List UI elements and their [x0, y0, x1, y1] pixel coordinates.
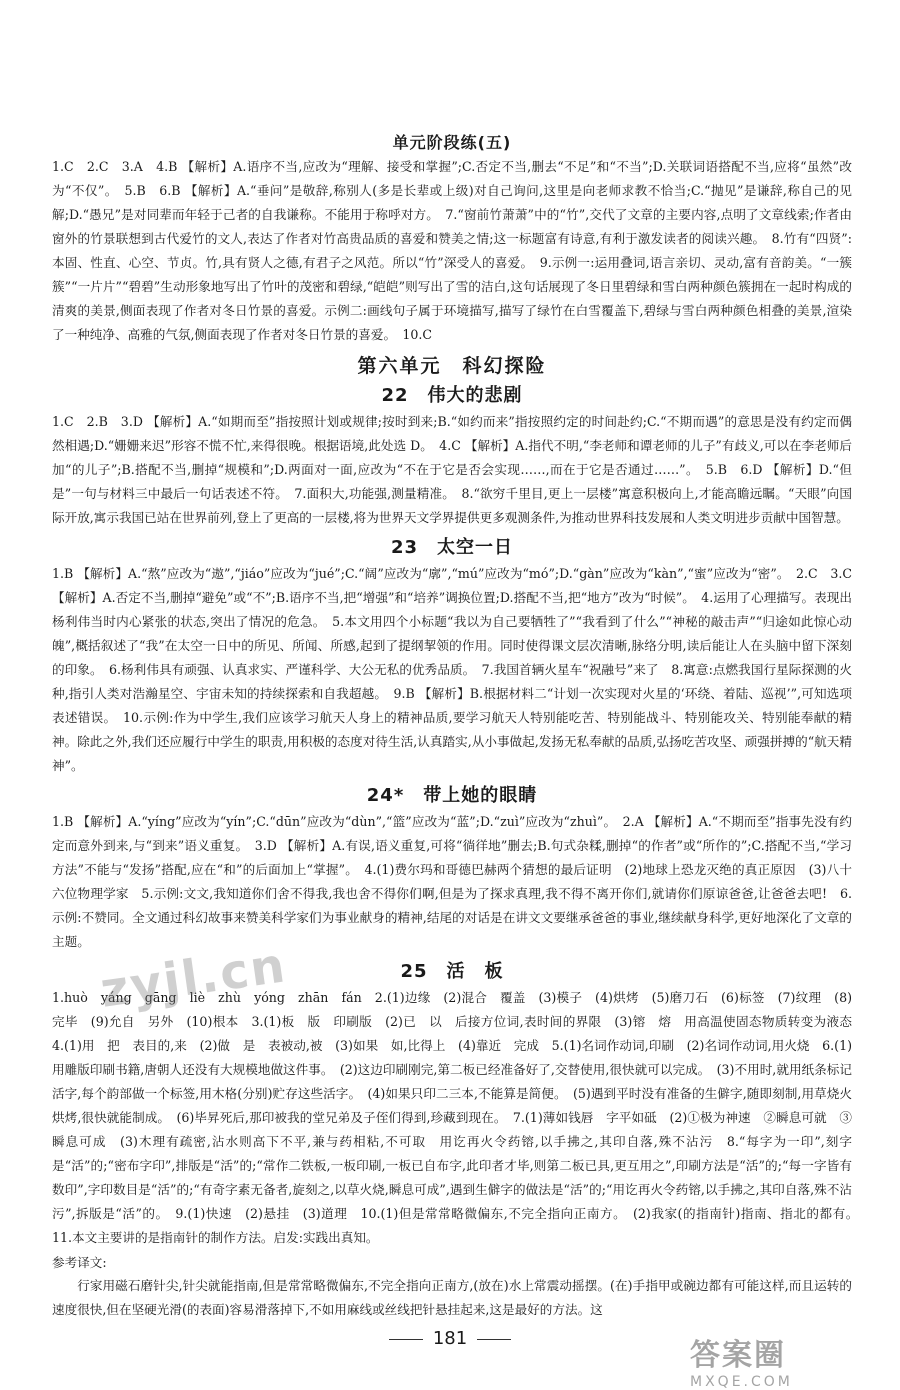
lesson-23-title: 23 太空一日 — [390, 537, 514, 558]
page-number-dash-left — [389, 1339, 423, 1340]
lesson-25-title: 25 活 板 — [400, 961, 504, 982]
page-number-dash-right — [477, 1339, 511, 1340]
watermark-logo-left: zyjl.cn — [97, 937, 290, 1019]
answers-lesson-23: 1.B 【解析】A.“熬”应改为“遨”,“jiáo”应改为“jué”;C.“阔”应改为“廓”,“mú”应改为“mó”;D.“gàn”应改为“kàn”,“蜜”应改为“密”。 2.C 3.C 【解析】A.否定不当,删掉“避免”或“不”;B.语序不当,把“增强”和“培养”调换位置;D.搭配不当,把“地方”改为“时候”。 4.运用了心理描写。表现出杨利伟当时内心紧张的状态,突出了情况的危急。 5.本文用四个小标题“我以为自己要牺牲了”“我看到了什么”“神秘的敲击声”“归途如此惊心动魄”,概括叙述了“我”在太空一日中的所见、所闻、所感,起到了提纲挈领的作用。同时使得课文层次清晰,脉络分明,读后能让人在头脑中留下深刻的印象。 6.杨利伟具有顽强、认真求实、严谨科学、大公无私的优秀品质。 7.我国首辆火星车“祝融号”来了 8.寓意:点燃我国行星际探测的火种,指引人类对浩瀚星空、宇宙未知的持续探索和自我超越。 9.B 【解析】B.根据材料二“计划一次实现对火星的‘环绕、着陆、巡视’”,可知选项表述错误。 10.示例:作为中学生,我们应该学习航天人身上的精神品质,要学习航天人特别能吃苦、特别能战斗、特别能攻关、特别能奉献的精神。除此之外,我们还应履行中学生的职责,用积极的态度对待生活,认真踏实,从小事做起,发扬无私奉献的品质,弘扬吃苦攻坚、顽强拼搏的“航天精神”。 — [52, 566, 852, 773]
reference-translation-label: 参考译文: — [52, 1255, 107, 1270]
section-title-unit-exercise-5: 单元阶段练(五) — [392, 133, 512, 152]
page-number-value: 181 — [432, 1328, 468, 1349]
answers-lesson-25: 1.huò yáng gāng liè zhù yóng zhān fán 2.(1)边缘 (2)混合 覆盖 (3)模子 (4)烘烤 (5)磨刀石 (6)标签 (7)纹理 (8)完毕 (9)允自 另外 (10)根本 3.(1)板 版 印刷版 (2)已 以 后接方位词,表时间的界限 (3)镕 熔 用高温使固态物质转变为液态 4.(1)用 把 表目的,来 (2)做 是 表被动,被 (3)如果 如,比得上 (4)靠近 完成 5.(1)名词作动词,印刷 (2)名词作动词,用火烧 6.(1)用雕版印刷书籍,唐朝人还没有大规模地做这件事。 (2)这边印刷刚完,第二板已经准备好了,交替使用,很快就可以完成。 (3)不用时,就用纸条标记活字,每个韵部做一个标签,用木格(分别)贮存这些活字。 (4)如果只印二三本,不能算是简便。 (5)遇到平时没有准备的生僻字,随即刻制,用草烧火烘烤,很快就能制成。 (6)毕昇死后,那印被我的堂兄弟及子侄们得到,珍藏到现在。 7.(1)薄如钱唇 字平如砥 (2)①极为神速 ②瞬息可就 ③瞬息可成 (3)木理有疏密,沾水则高下不平,兼与药相粘,不可取 用讫再火令药镕,以手拂之,其印自落,殊不沾污 8.“每字为一印”,刻字是“活”的;“密布字印”,排版是“活”的;“常作二铁板,一板印刷,一板已自布字,此印者才毕,则第二板已具,更互用之”,印刷方法是“活”的;“每一字皆有数印”,字印数目是“活”的;“有奇字素无备者,旋刻之,以草火烧,瞬息可成”,遇到生僻字的做法是“活”的;“用讫再火令药镕,以手拂之,其印自落,殊不沾污”,拆版是“活”的。 9.(1)快速 (2)悬挂 (3)道理 10.(1)但是常常略微偏东,不完全指向正南方。 (2)我家(的指南针)指南、指北的都有。 11.本文主要讲的是指南针的制作方法。启发:实践出真知。 — [52, 990, 865, 1245]
watermark-logo-right-domain: MXQE.COM — [690, 1374, 793, 1390]
unit-6-title: 第六单元 科幻探险 — [357, 355, 547, 377]
page-content — [52, 128, 865, 1322]
reference-translation-text: 行家用磁石磨针尖,针尖就能指南,但是常常略微偏东,不完全指向正南方,(放在)水上常震动摇摆。(在)手指甲或碗边都有可能这样,而且运转的速度很快,但在坚硬光滑(的表面)容易滑落掉下,不如用麻线或丝线把针悬挂起来,这是最好的方法。这 — [52, 1278, 852, 1317]
answers-lesson-24: 1.B 【解析】A.“yíng”应改为“yín”;C.“dūn”应改为“dùn”,“篮”应改为“蓝”;D.“zuì”应改为“zhuì”。 2.A 【解析】A.“不期而至”指事先没有约定而意外到来,与“到来”语义重复。 3.D 【解析】A.有误,语义重复,可将“徜徉地”删去;B.句式杂糅,删掉“的作者”或“所作的”;C.搭配不当,“学习方法”不能与“发扬”搭配,应在“和”的后面加上“掌握”。 4.(1)费尔玛和哥德巴赫两个猜想的最后证明 (2)地球上恐龙灭绝的真正原因 (3)八十六位物理学家 5.示例:文文,我知道你们舍不得我,我也舍不得你们啊,但是为了探求真理,我不得不离开你们,就请你们原谅爸爸,让爸爸去吧! 6.示例:不赞同。全文通过科幻故事来赞美科学家们为事业献身的精神,结尾的对话是在讲文文要继承爸爸的事业,继续献身科学,更好地深化了文章的主题。 — [52, 814, 852, 949]
watermark-logo-right — [690, 1330, 890, 1390]
answers-lesson-22: 1.C 2.B 3.D 【解析】A.“如期而至”指按照计划或规律;按时到来;B.“如约而来”指按照约定的时间赴约;C.“不期而遇”的意思是没有约定而偶然相遇;D.“姗姗来迟”形容不慌不忙,来得很晚。根据语境,此处选 D。 4.C 【解析】A.指代不明,“李老师和谭老师的儿子”有歧义,可以在李老师后加“的儿子”;B.搭配不当,删掉“规模和”;D.两面对一面,应改为“不在于它是否会实现……,而在于它是否通过……”。 5.B 6.D 【解析】D.“但是”一句与材料三中最后一句话表述不符。 7.面积大,功能强,测量精准。 8.“欲穷千里目,更上一层楼”寓意积极向上,才能高瞻远瞩。“天眼”向国际开放,寓示我国已站在世界前列,登上了更高的一层楼,将为世界天文学界提供更多观测条件,为推动世界科技发展和人类文明进步贡献中国智慧。 — [52, 414, 852, 525]
lesson-22-title: 22 伟大的悲剧 — [381, 385, 523, 406]
lesson-24-title: 24* 带上她的眼睛 — [366, 785, 538, 806]
answers-unit-exercise-5: 1.C 2.C 3.A 4.B 【解析】A.语序不当,应改为“理解、接受和掌握”;C.否定不当,删去“不足”和“不当”;D.关联词语搭配不当,应将“虽然”改为“不仅”。 5.B 6.B 【解析】A.“垂问”是敬辞,称别人(多是长辈或上级)对自己询问,这里是向老师求教不恰当;C.“抛见”是谦辞,称自己的见解;D.“愚兄”是对同辈而年轻于己者的自我谦称。不能用于称呼对方。 7.“窗前竹萧萧”中的“竹”,交代了文章的主要内容,点明了文章线索;作者由窗外的竹景联想到古代爱竹的文人,表达了作者对竹高贵品质的喜爱和赞美之情;这一标题富有诗意,有利于激发读者的阅读兴趣。 8.竹有“四贤”:本固、性直、心空、节贞。竹,具有贤人之德,有君子之风范。所以“竹”深受人的喜爱。 9.示例一:运用叠词,语言亲切、灵动,富有音韵美。“一簇簇”“一片片”“碧碧”生动形象地写出了竹叶的茂密和碧绿,“皑皑”则写出了雪的洁白,这句话展现了冬日里碧绿和雪白两种颜色簇拥在一起时构成的清爽的美景,侧面表现了作者对冬日竹景的喜爱。示例二:画线句子属于环境描写,描写了绿竹在白雪覆盖下,碧绿与雪白两种颜色相叠的美景,渲染了一种纯净、高雅的气氛,侧面表现了作者对冬日竹景的喜爱。 10.C — [52, 159, 852, 342]
watermark-logo-right-text: 答案圈 — [690, 1338, 786, 1373]
